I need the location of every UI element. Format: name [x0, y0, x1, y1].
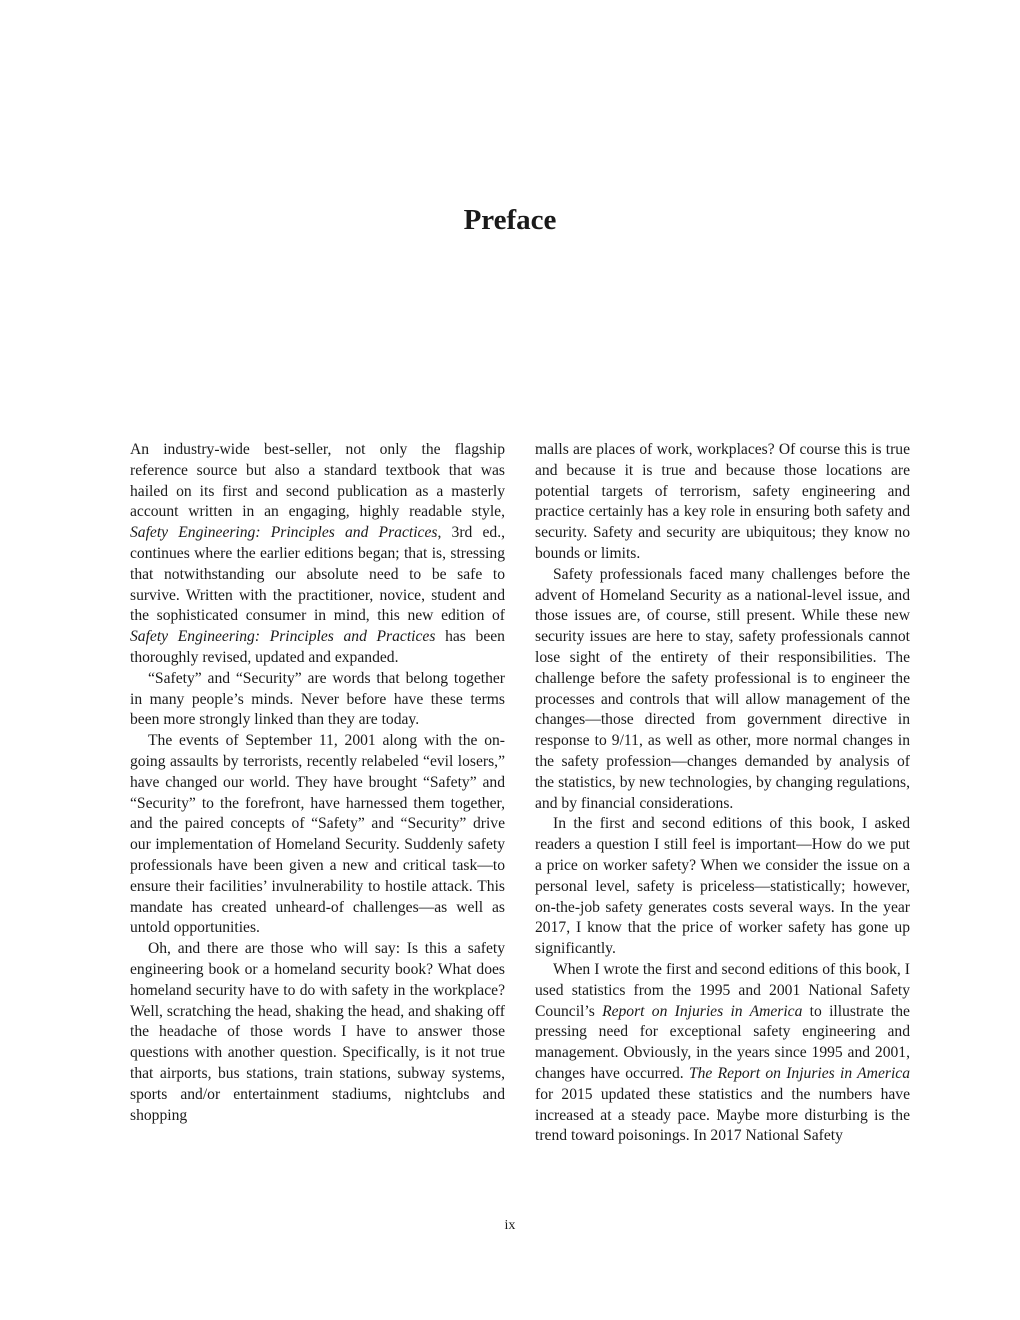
paragraph: In the first and second editions of this book, I asked readers a question I still feel is important—How do we put a price on worker safety? When we consider the issue on a personal level, safety is priceless—statistically; however, on-the-job safety generates costs several ways. In the year 2017, I know that the price of worker safety has gone up significantly. — [535, 815, 910, 958]
text-run: An industry-wide best-seller, not only the flagship reference source but also a standard textbook that was hailed on its first and second publication as a masterly account written in an engaging, highly readable style, — [130, 441, 505, 521]
report-title: Report on Injuries in America — [602, 1002, 803, 1020]
text-run: to illustrate the pressing need for exceptional safety engineering and management. Obviously, in the years since 1995 and 2001, changes have occurred. — [535, 1002, 910, 1082]
right-column — [535, 440, 910, 1147]
paragraph: “Safety” and “Security” are words that belong together in many people’s minds. Never before have these terms been more strongly linked than they are today. — [130, 669, 505, 729]
report-title: The Report on Injuries in America — [688, 1064, 910, 1082]
page-title: Preface — [463, 204, 557, 236]
book-title: Safety Engineering: Principles and Practices — [130, 628, 436, 646]
paragraph: The events of September 11, 2001 along with the on-going assaults by terrorists, recently relabeled “evil losers,” have changed our world. They have brought “Safety” and “Security” to the forefront, have harnessed them together, and the paired concepts of “Safety” and “Security” drive our implementation of Homeland Security. Suddenly safety professionals have been given a new and critical task—to ensure their facilities’ invulnerability to hostile attack. This mandate has created unheard-of challenges—as well as untold opportunities. — [130, 732, 505, 937]
book-title: Safety Engineering: Principles and Practices — [130, 524, 438, 542]
text-run: When I wrote the first and second editions of this book, I used statistics from the 1995 and 2001 National Safety Council’s — [535, 960, 910, 1020]
text-run: for 2015 updated these statistics and the numbers have increased at a steady pace. Maybe more disturbing is the trend toward poisonings. In 2017 National Safety — [535, 1085, 910, 1145]
text-run: has been thoroughly revised, updated and expanded. — [130, 628, 505, 666]
paragraph: malls are places of work, workplaces? Of course this is true and because it is true and because those locations are potential targets of terrorism, safety engineering and practice certainly has a key role in ensuring both safety and security. Safety and security are ubiquitous; they know no bounds or limits. — [535, 441, 910, 562]
paragraph: Oh, and there are those who will say: Is this a safety engineering book or a homeland security book? What does homeland security have to do with safety in the workplace? Well, scratching the head, shaking the head, and shaking off the headache of those words I have to answer those questions with another question. Specifically, is it not true that airports, bus stations, train stations, subway systems, sports and/or entertainment stadiums, nightclubs and shopping — [130, 940, 505, 1124]
page-number: ix — [504, 1218, 516, 1233]
left-column — [130, 440, 505, 1126]
paragraph: Safety professionals faced many challenges before the advent of Homeland Security as a national-level issue, and those issues are, of course, still present. While these new security issues are here to stay, safety professionals cannot lose sight of the entirety of their responsibilities. The challenge before the safety professional is to engineer the processes and controls that will allow management of the changes—those directed from government directive in response to 9/11, as well as other, more normal changes in the safety profession—changes demanded by analysis of the statistics, by new technologies, by changing regulations, and by financial considerations. — [535, 565, 910, 812]
text-run: , 3rd ed., continues where the earlier editions began; that is, stressing that notwithstanding our absolute need to be safe to survive. Written with the practitioner, novice, student and the sophisticated consumer in mind, this new edition of — [130, 524, 505, 625]
paragraph — [535, 960, 910, 1147]
paragraph — [130, 440, 505, 669]
